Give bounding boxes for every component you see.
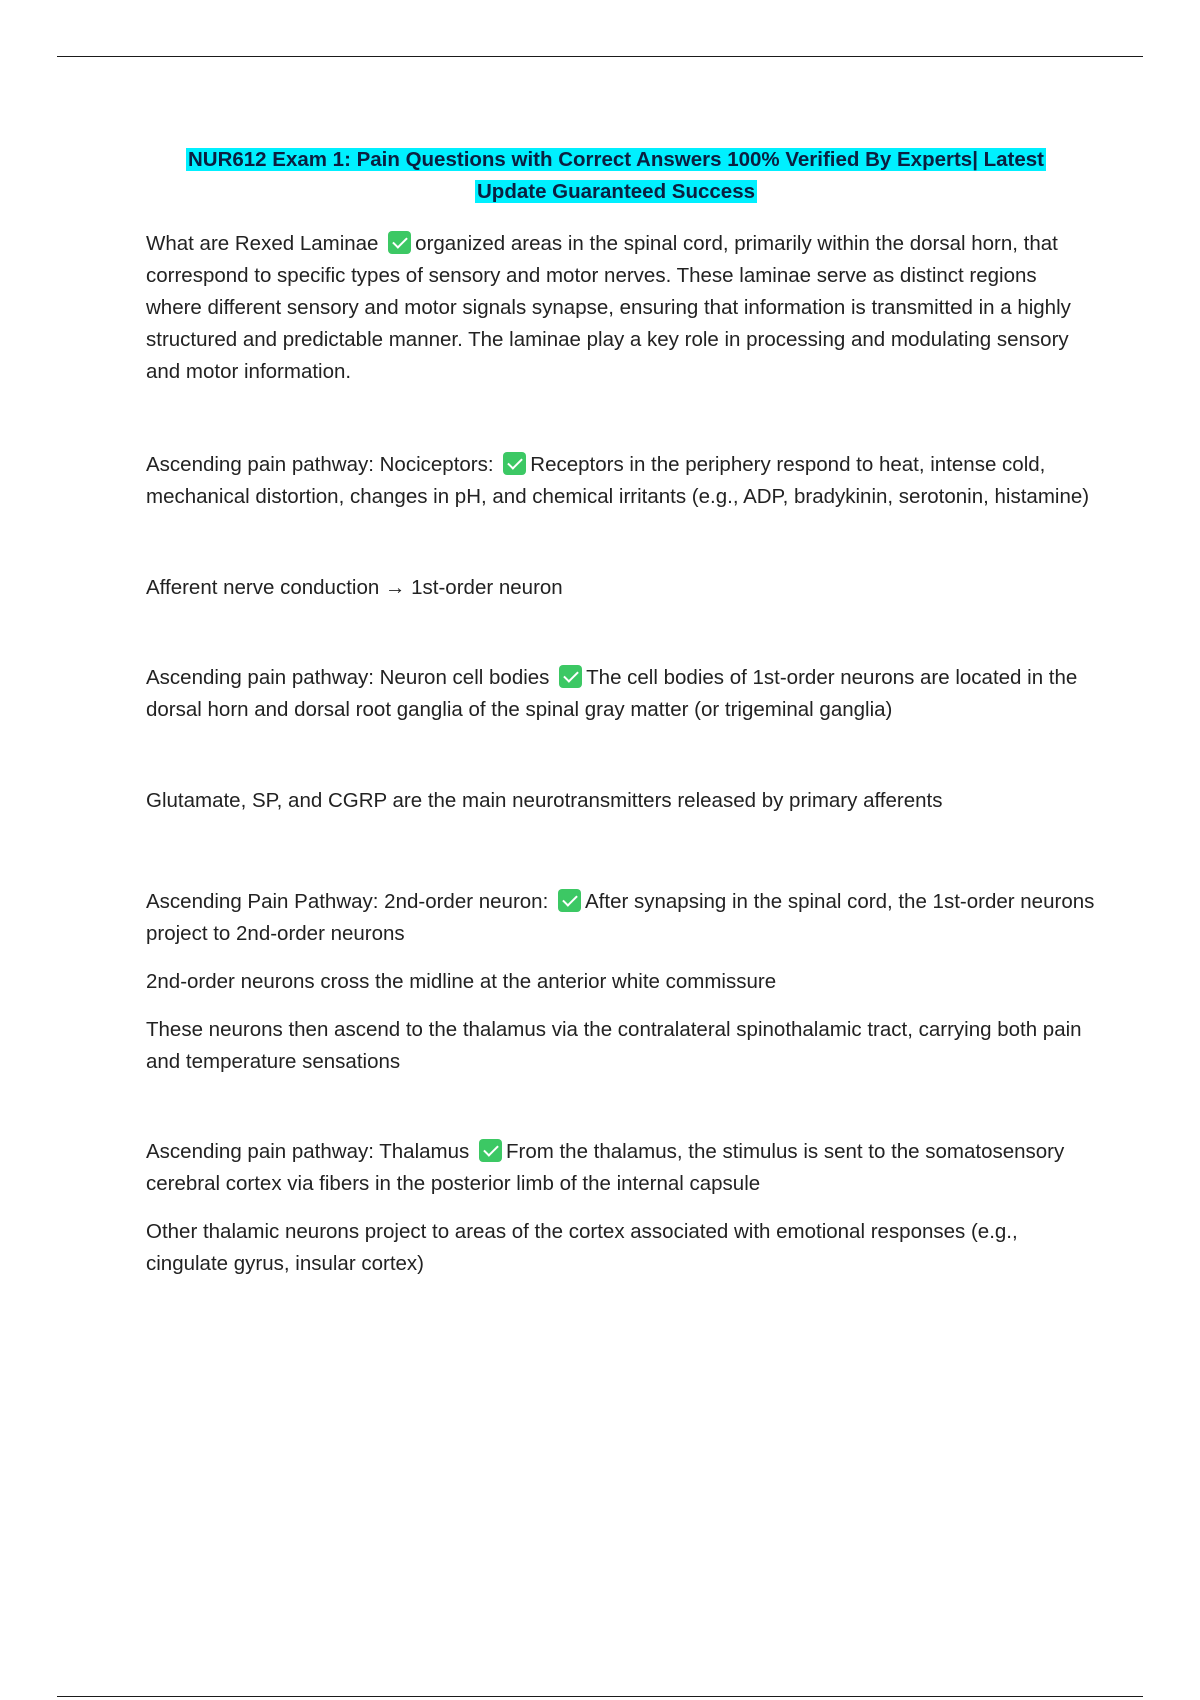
qa-item-neuron-cell-bodies bbox=[146, 662, 1096, 726]
check-mark-icon bbox=[479, 1139, 502, 1162]
top-rule bbox=[57, 56, 1143, 57]
question-text: What are Rexed Laminae bbox=[146, 232, 379, 255]
qa-item-thalamus bbox=[146, 1136, 1096, 1200]
check-mark-icon bbox=[503, 452, 526, 475]
extra-midline-crossing: 2nd-order neurons cross the midline at the anterior white commissure bbox=[146, 970, 777, 993]
extra-emotional-cortex: Other thalamic neurons project to areas of the cortex associated with emotional responses (e.g., cingulate gyrus, insular cortex) bbox=[146, 1220, 1018, 1275]
answer-text: organized areas in the spinal cord, primarily within the dorsal horn, that correspond to specific types of sensory and motor nerves. These laminae serve as distinct regions where different sensory and motor signals synapse, ensuring that information is transmitted in a highly structured and predictable manner. The laminae play a key role in processing and modulating sensory and motor information. bbox=[146, 232, 1071, 383]
question-text: Ascending pain pathway: Thalamus bbox=[146, 1140, 470, 1163]
answer-text: Receptors in the periphery respond to heat, intense cold, mechanical distortion, changes in pH, and chemical irritants (e.g., ADP, bradykinin, serotonin, histamine) bbox=[146, 453, 1090, 508]
note-afferent-conduction: Afferent nerve conduction → 1st-order neuron bbox=[146, 576, 563, 599]
document-body bbox=[146, 228, 1096, 1280]
note-neurotransmitters: Glutamate, SP, and CGRP are the main neurotransmitters released by primary afferents bbox=[146, 789, 943, 812]
title-line-2: Update Guaranteed Success bbox=[477, 180, 755, 203]
check-mark-icon bbox=[388, 231, 411, 254]
question-text: Ascending pain pathway: Neuron cell bodies bbox=[146, 666, 550, 689]
extra-spinothalamic-tract: These neurons then ascend to the thalamus via the contralateral spinothalamic tract, carrying both pain and temperature sensations bbox=[146, 1018, 1082, 1073]
answer-text: From the thalamus, the stimulus is sent to the somatosensory cerebral cortex via fibers in the posterior limb of the internal capsule bbox=[146, 1140, 1065, 1195]
qa-item-rexed-laminae bbox=[146, 228, 1096, 388]
question-text: Ascending pain pathway: Nociceptors: bbox=[146, 453, 494, 476]
question-text: Ascending Pain Pathway: 2nd-order neuron: bbox=[146, 890, 549, 913]
document-title bbox=[146, 144, 1086, 208]
answer-text: The cell bodies of 1st-order neurons are located in the dorsal horn and dorsal root ganglia of the spinal gray matter (or trigeminal ganglia) bbox=[146, 666, 1078, 721]
bottom-rule bbox=[57, 1696, 1143, 1697]
qa-item-second-order-neuron bbox=[146, 886, 1096, 950]
check-mark-icon bbox=[559, 665, 582, 688]
check-mark-icon bbox=[558, 889, 581, 912]
title-line-1: NUR612 Exam 1: Pain Questions with Correct Answers 100% Verified By Experts| Latest bbox=[187, 148, 1045, 171]
qa-item-nociceptors bbox=[146, 449, 1096, 513]
answer-text: After synapsing in the spinal cord, the 1st-order neurons project to 2nd-order neurons bbox=[146, 890, 1095, 945]
